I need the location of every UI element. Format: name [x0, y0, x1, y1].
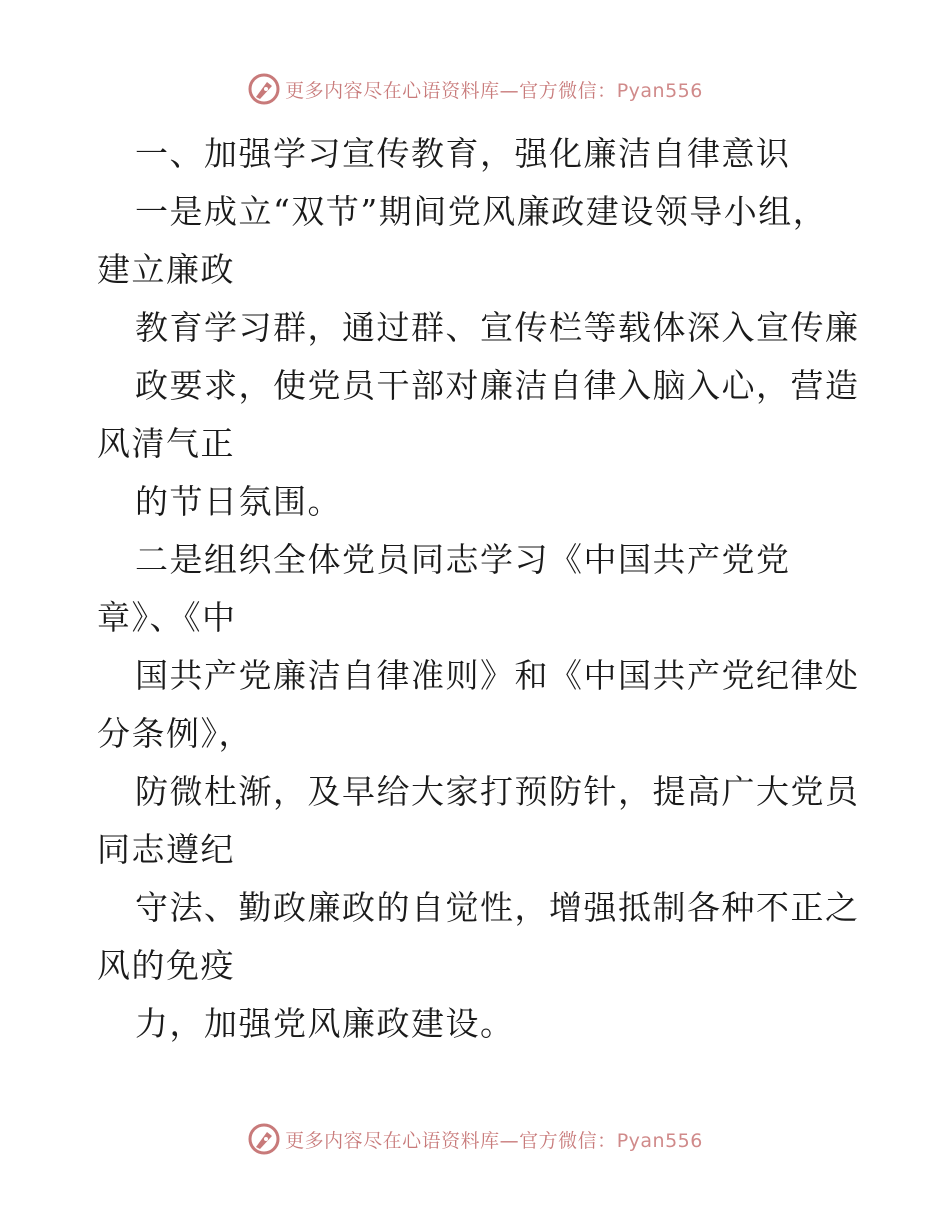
- text-line: 建立廉政: [97, 250, 235, 289]
- watermark-wechat-id: Pyan556: [616, 1129, 703, 1152]
- text-line: 风的免疫: [97, 946, 235, 985]
- watermark-wechat-label: 官方微信：: [519, 1129, 617, 1152]
- footer-watermark: [0, 1122, 950, 1156]
- header-watermark: [0, 72, 950, 106]
- document-body: [97, 125, 860, 1053]
- text-line: 风清气正: [97, 424, 235, 463]
- pen-nib-circle-icon: [247, 72, 281, 106]
- watermark-brand: 更多内容尽在心语资料库: [285, 79, 500, 102]
- text-line: 教育学习群，通过群、宣传栏等载体深入宣传廉: [135, 308, 860, 347]
- text-line: 守法、勤政廉政的自觉性，增强抵制各种不正之: [135, 888, 860, 927]
- watermark-text: [285, 1126, 703, 1153]
- watermark-text: [285, 76, 703, 103]
- text-line: 政要求，使党员干部对廉洁自律入脑入心，营造: [135, 366, 860, 405]
- text-line: 一是成立“双节”期间党风廉政建设领导小组，: [135, 192, 828, 231]
- text-line: 二是组织全体党员同志学习《中国共产党党: [135, 540, 791, 579]
- text-line: 国共产党廉洁自律准则》和《中国共产党纪律处: [135, 656, 860, 695]
- watermark-brand: 更多内容尽在心语资料库: [285, 1129, 500, 1152]
- text-line: 防微杜渐，及早给大家打预防针，提高广大党员: [135, 772, 860, 811]
- text-line: 的节日氛围。: [135, 482, 342, 521]
- text-line: 力，加强党风廉政建设。: [135, 1004, 515, 1043]
- watermark-separator: —: [499, 1129, 520, 1152]
- pen-nib-circle-icon: [247, 1122, 281, 1156]
- watermark-wechat-id: Pyan556: [616, 79, 703, 102]
- text-line: 同志遵纪: [97, 830, 235, 869]
- watermark-wechat-label: 官方微信：: [519, 79, 617, 102]
- watermark-separator: —: [499, 79, 520, 102]
- text-line: 章》、《中: [97, 598, 237, 637]
- text-line: 一、加强学习宣传教育，强化廉洁自律意识: [135, 134, 791, 173]
- text-line: 分条例》，: [97, 714, 253, 753]
